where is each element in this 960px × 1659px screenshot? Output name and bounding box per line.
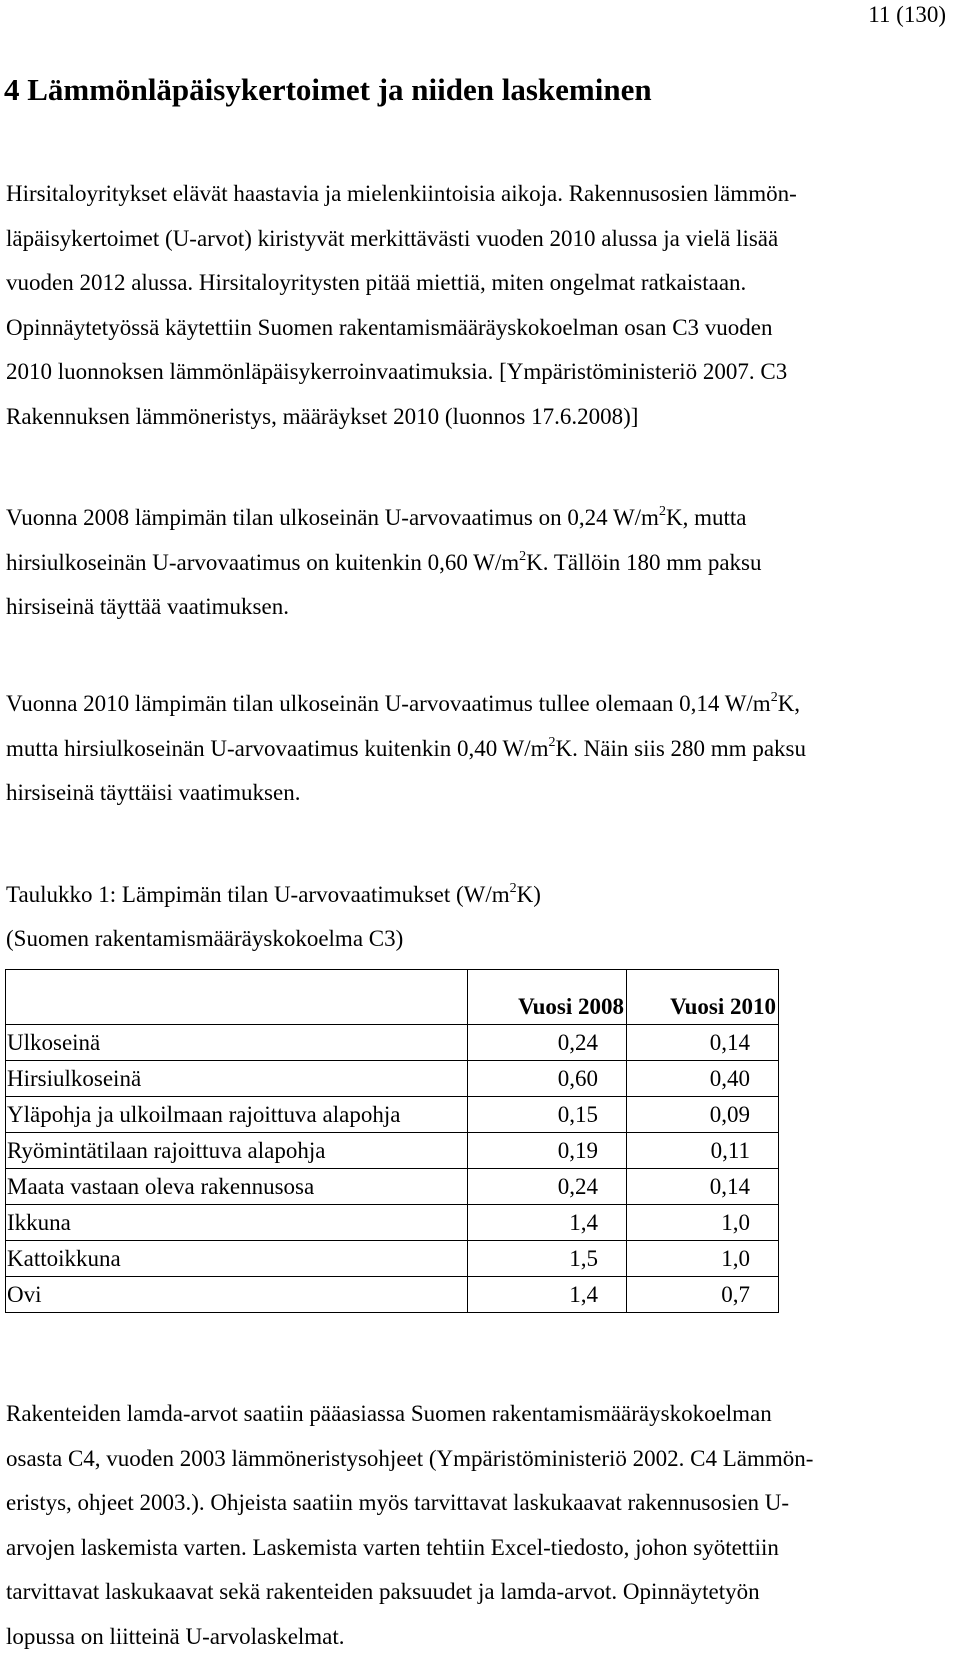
value-2010: 1,0 bbox=[627, 1241, 779, 1277]
row-label: Kattoikkuna bbox=[6, 1241, 468, 1277]
row-label: Ikkuna bbox=[6, 1205, 468, 1241]
caption-line: (Suomen rakentamismääräyskokoelma C3) bbox=[6, 917, 541, 961]
superscript: 2 bbox=[771, 690, 778, 705]
table-row bbox=[6, 1025, 779, 1061]
table-row bbox=[6, 1205, 779, 1241]
paragraph-intro bbox=[6, 172, 956, 439]
text-segment: Taulukko 1: Lämpimän tilan U-arvovaatimukset (W/m bbox=[6, 882, 510, 907]
text-segment: K. Tällöin 180 mm paksu bbox=[526, 550, 761, 575]
superscript: 2 bbox=[659, 504, 666, 519]
row-label: Maata vastaan oleva rakennusosa bbox=[6, 1169, 468, 1205]
paragraph-line: 2010 luonnoksen lämmönläpäisykerroinvaatimuksia. [Ympäristöministeriö 2007. C3 bbox=[6, 350, 956, 395]
value-2008: 0,60 bbox=[468, 1061, 627, 1097]
superscript: 2 bbox=[519, 549, 526, 564]
text-segment: Vuonna 2010 lämpimän tilan ulkoseinän U-arvovaatimus tullee olemaan 0,14 W/m bbox=[6, 691, 771, 716]
table-header-2008: Vuosi 2008 bbox=[468, 970, 627, 1025]
value-2008: 0,24 bbox=[468, 1169, 627, 1205]
table-header-row bbox=[6, 970, 779, 1025]
paragraph-lambda-values bbox=[6, 1392, 956, 1659]
table-caption bbox=[6, 873, 541, 961]
text-segment: Vuonna 2008 lämpimän tilan ulkoseinän U-arvovaatimus on 0,24 W/m bbox=[6, 505, 659, 530]
paragraph-line: arvojen laskemista varten. Laskemista varten tehtiin Excel-tiedosto, johon syötettiin bbox=[6, 1526, 956, 1571]
paragraph-line bbox=[6, 496, 956, 541]
table-row bbox=[6, 1133, 779, 1169]
paragraph-line: lopussa on liitteinä U-arvolaskelmat. bbox=[6, 1615, 956, 1659]
value-2010: 0,09 bbox=[627, 1097, 779, 1133]
row-label: Ulkoseinä bbox=[6, 1025, 468, 1061]
paragraph-line bbox=[6, 682, 956, 727]
page-number: 11 (130) bbox=[868, 2, 946, 28]
table-row bbox=[6, 1061, 779, 1097]
text-segment: hirsiulkoseinän U-arvovaatimus on kuitenkin 0,60 W/m bbox=[6, 550, 519, 575]
table-header-empty bbox=[6, 970, 468, 1025]
paragraph-line: hirsiseinä täyttäisi vaatimuksen. bbox=[6, 771, 956, 816]
text-segment: mutta hirsiulkoseinän U-arvovaatimus kuitenkin 0,40 W/m bbox=[6, 736, 549, 761]
paragraph-line: eristys, ohjeet 2003.). Ohjeista saatiin myös tarvittavat laskukaavat rakennusosien U- bbox=[6, 1481, 956, 1526]
value-2010: 0,40 bbox=[627, 1061, 779, 1097]
value-2010: 0,14 bbox=[627, 1169, 779, 1205]
paragraph-2008-requirement bbox=[6, 496, 956, 630]
value-2010: 0,11 bbox=[627, 1133, 779, 1169]
caption-line bbox=[6, 873, 541, 917]
row-label: Hirsiulkoseinä bbox=[6, 1061, 468, 1097]
table-row bbox=[6, 1097, 779, 1133]
value-2008: 0,24 bbox=[468, 1025, 627, 1061]
value-2008: 1,4 bbox=[468, 1205, 627, 1241]
table-row bbox=[6, 1241, 779, 1277]
paragraph-line: hirsiseinä täyttää vaatimuksen. bbox=[6, 585, 956, 630]
paragraph-line bbox=[6, 727, 956, 772]
text-segment: K, bbox=[778, 691, 800, 716]
u-value-table bbox=[5, 969, 779, 1313]
row-label: Ovi bbox=[6, 1277, 468, 1313]
paragraph-line: vuoden 2012 alussa. Hirsitaloyritysten pitää miettiä, miten ongelmat ratkaistaan. bbox=[6, 261, 956, 306]
section-heading: 4 Lämmönläpäisykertoimet ja niiden laskeminen bbox=[4, 72, 652, 108]
paragraph-line: Opinnäytetyössä käytettiin Suomen rakentamismääräyskokoelman osan C3 vuoden bbox=[6, 306, 956, 351]
paragraph-line: tarvittavat laskukaavat sekä rakenteiden paksuudet ja lamda-arvot. Opinnäytetyön bbox=[6, 1570, 956, 1615]
table-header-2010: Vuosi 2010 bbox=[627, 970, 779, 1025]
paragraph-line: Hirsitaloyritykset elävät haastavia ja mielenkiintoisia aikoja. Rakennusosien lämmön- bbox=[6, 172, 956, 217]
value-2008: 0,15 bbox=[468, 1097, 627, 1133]
text-segment: K. Näin siis 280 mm paksu bbox=[556, 736, 806, 761]
value-2008: 0,19 bbox=[468, 1133, 627, 1169]
superscript: 2 bbox=[510, 881, 517, 896]
value-2008: 1,4 bbox=[468, 1277, 627, 1313]
value-2010: 0,7 bbox=[627, 1277, 779, 1313]
paragraph-line: läpäisykertoimet (U-arvot) kiristyvät merkittävästi vuoden 2010 alussa ja vielä lisää bbox=[6, 217, 956, 262]
paragraph-line bbox=[6, 541, 956, 586]
value-2010: 1,0 bbox=[627, 1205, 779, 1241]
text-segment: K) bbox=[517, 882, 541, 907]
table-row bbox=[6, 1169, 779, 1205]
row-label: Yläpohja ja ulkoilmaan rajoittuva alapohja bbox=[6, 1097, 468, 1133]
value-2008: 1,5 bbox=[468, 1241, 627, 1277]
table-row bbox=[6, 1277, 779, 1313]
paragraph-line: Rakenteiden lamda-arvot saatiin pääasiassa Suomen rakentamismääräyskokoelman bbox=[6, 1392, 956, 1437]
paragraph-line: osasta C4, vuoden 2003 lämmöneristysohjeet (Ympäristöministeriö 2002. C4 Lämmön- bbox=[6, 1437, 956, 1482]
paragraph-2010-requirement bbox=[6, 682, 956, 816]
superscript: 2 bbox=[549, 735, 556, 750]
row-label: Ryömintätilaan rajoittuva alapohja bbox=[6, 1133, 468, 1169]
value-2010: 0,14 bbox=[627, 1025, 779, 1061]
text-segment: K, mutta bbox=[666, 505, 747, 530]
paragraph-line: Rakennuksen lämmöneristys, määräykset 2010 (luonnos 17.6.2008)] bbox=[6, 395, 956, 440]
